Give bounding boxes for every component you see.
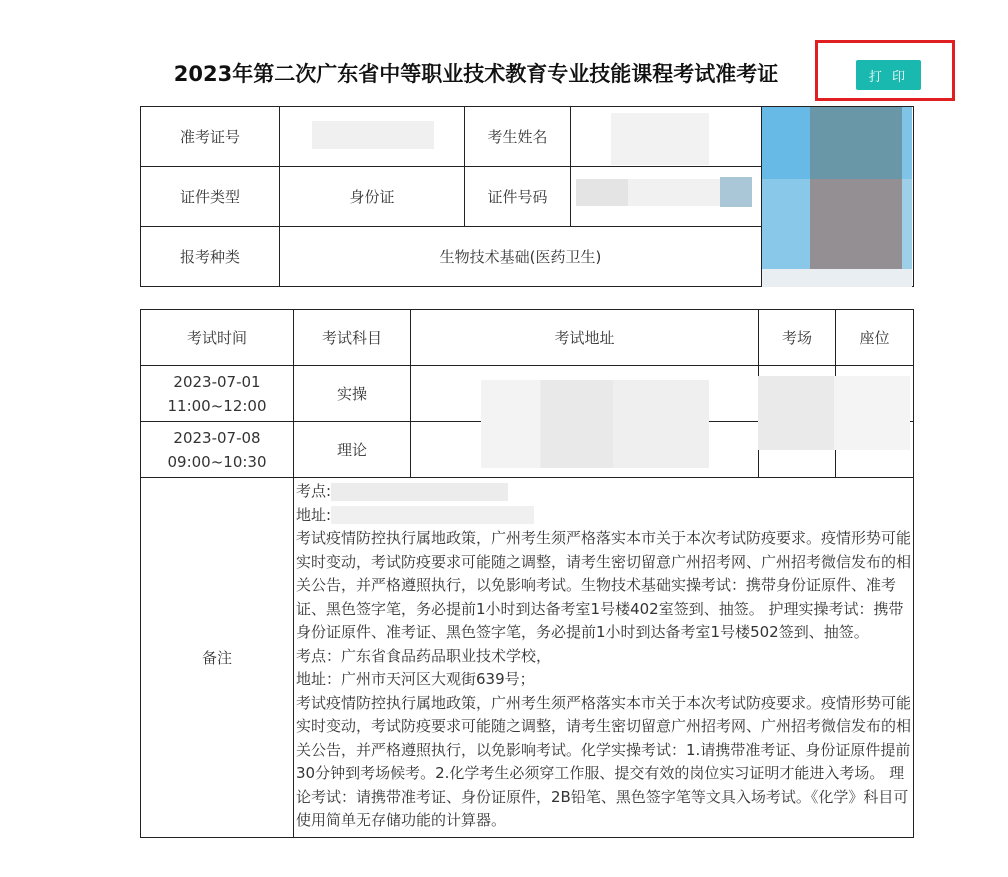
remarks-site1-label: 考点:: [296, 482, 332, 500]
exam-time-cell: [141, 422, 294, 478]
addr1-redacted: [331, 506, 534, 524]
exam-time-cell: [141, 366, 294, 422]
print-button[interactable]: 打 印: [856, 60, 921, 90]
exam-date: 2023-07-01: [173, 372, 261, 391]
exam-address-redacted: [481, 380, 709, 468]
remarks-paragraph-1: 考试疫情防控执行属地政策，广州考生须严格落实本市关于本次考试防疫要求。疫情形势可能实时变动，考试防疫要求可能随之调整，请考生密切留意广州招考网、广州招考微信发布的相关公告，并严格遵照执行，以免影响考试。生物技术基础实操考试：携带身份证原件、准考证、黑色签字笔，务必提前1小时到达备考室1号楼402室签到、抽签。 护理实操考试：携带身份证原件、准考证、黑色签字笔，务必提前1小时到达备考室1号楼502签到、抽签。: [296, 529, 912, 641]
id-number-redacted-tail: [720, 177, 752, 207]
id-type-value: 身份证: [280, 167, 465, 227]
exam-room-seat-redacted: [758, 376, 910, 450]
exam-date: 2023-07-08: [173, 428, 261, 447]
exam-subject: 实操: [294, 366, 411, 422]
candidate-name-redacted: [611, 113, 709, 165]
page-title: 2023年第二次广东省中等职业技术教育专业技能课程考试准考证: [173, 62, 779, 86]
id-type-label: 证件类型: [141, 167, 280, 227]
exam-time: 09:00~10:30: [167, 452, 267, 471]
header-seat: 座位: [836, 310, 914, 366]
header-exam-address: 考试地址: [411, 310, 759, 366]
remarks-label: 备注: [141, 478, 294, 838]
header-exam-time: 考试时间: [141, 310, 294, 366]
candidate-photo: [762, 107, 912, 287]
remarks-site2: 考点：广东省食品药品职业技术学校，: [296, 646, 552, 665]
id-number-label: 证件号码: [465, 167, 571, 227]
remarks-content: [294, 478, 914, 838]
exam-category-label: 报考种类: [141, 227, 280, 287]
candidate-name-label: 考生姓名: [465, 107, 571, 167]
site1-redacted: [331, 483, 508, 501]
id-number-redacted: [576, 179, 721, 206]
exam-subject: 理论: [294, 422, 411, 478]
remarks-addr2: 地址：广州市天河区大观街639号；: [296, 670, 535, 688]
remarks-paragraph-2: 考试疫情防控执行属地政策，广州考生须严格落实本市关于本次考试防疫要求。疫情形势可能实时变动，考试防疫要求可能随之调整，请考生密切留意广州招考网、广州招考微信发布的相关公告，并严格遵照执行，以免影响考试。化学实操考试：1.请携带准考证、身份证原件提前30分钟到考场候考。2.化学考生必须穿工作服、提交有效的岗位实习证明才能进入考场。 理论考试：请携带准考证、身份证原件，2B铅笔、黑色签字笔等文具入场考试。《化学》科目可使用简单无存储功能的计算器。: [296, 693, 912, 829]
ticket-number-redacted: [312, 121, 434, 149]
exam-time: 11:00~12:00: [167, 396, 267, 415]
header-exam-subject: 考试科目: [294, 310, 411, 366]
header-exam-room: 考场: [759, 310, 836, 366]
exam-category-value: 生物技术基础(医药卫生): [280, 227, 762, 287]
ticket-number-label: 准考证号: [141, 107, 280, 167]
remarks-addr1-label: 地址:: [296, 505, 332, 524]
